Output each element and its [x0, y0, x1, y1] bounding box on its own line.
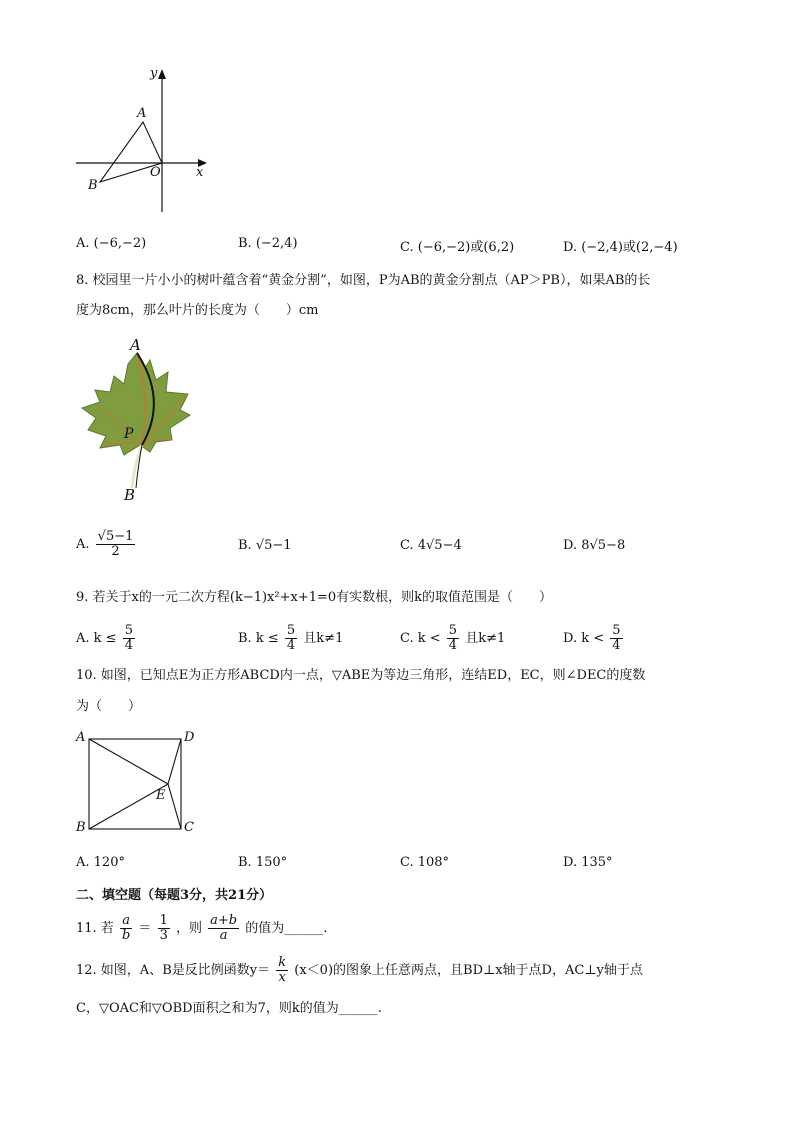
q12-text-line1 — [76, 956, 643, 985]
leaf-label-a: A — [130, 336, 141, 354]
q10-option-c[interactable]: C. 108° — [400, 855, 450, 870]
q9-option-b-denominator: 4 — [286, 638, 296, 653]
q7-option-b[interactable]: B. (−2,4) — [238, 236, 298, 251]
q11-middle: ，则 — [176, 921, 203, 936]
leaf-label-b: B — [124, 486, 136, 504]
q9-option-c-prefix: C. k < — [400, 631, 441, 646]
segment-ed — [168, 739, 181, 784]
q9-option-a-numerator: 5 — [124, 623, 133, 638]
q11-fraction-a-over-b — [120, 914, 132, 943]
q9-option-a-denominator: 4 — [124, 638, 133, 653]
q7-option-d[interactable]: D. (−2,4)或(2,−4) — [563, 240, 678, 255]
q9-option-c-numerator: 5 — [448, 623, 458, 638]
q8-option-b[interactable]: B. √5−1 — [238, 538, 292, 553]
q11-prefix: 11. 若 — [76, 921, 114, 936]
q11-f3-numerator: a+b — [210, 913, 238, 928]
q11-f3-denominator: a — [219, 928, 228, 943]
q9-option-d-denominator: 4 — [612, 638, 621, 653]
segment-ec — [168, 784, 181, 829]
q12-f-denominator: x — [278, 970, 286, 985]
q8-option-c[interactable]: C. 4√5−4 — [400, 538, 462, 553]
q11-f1-denominator: b — [121, 928, 131, 943]
q11-fraction-one-third — [158, 914, 170, 943]
square-label-e: E — [156, 788, 166, 803]
graph-label-a: A — [137, 106, 147, 121]
q8-option-a-label: A. — [76, 537, 90, 552]
q9-option-d-prefix: D. k < — [563, 631, 605, 646]
q10-option-a[interactable]: A. 120° — [76, 855, 125, 870]
graph-label-x: x — [196, 165, 204, 180]
q9-option-b-prefix: B. k ≤ — [238, 631, 279, 646]
q9-option-b-suffix: 且k≠1 — [303, 631, 344, 646]
q11-f2-numerator: 1 — [159, 913, 168, 928]
square-label-d: D — [184, 730, 195, 745]
square-label-a: A — [76, 730, 86, 745]
square-label-b: B — [76, 820, 86, 835]
q12-f-numerator: k — [278, 955, 287, 970]
q10-option-d[interactable]: D. 135° — [563, 855, 613, 870]
q8-text-line1: 8. 校园里一片小小的树叶蕴含着“黄金分割”，如图，P为AB的黄金分割点（AP＞PB），如果AB的长 — [76, 273, 651, 288]
q11-text — [76, 914, 327, 943]
q9-option-c-denominator: 4 — [448, 638, 458, 653]
q10-text-line1: 10. 如图，已知点E为正方形ABCD内一点，▽ABE为等边三角形，连结ED，EC，则∠DEC的度数 — [76, 668, 646, 683]
q10-text-line2: 为（ ） — [76, 699, 142, 714]
graph-label-o: O — [150, 165, 161, 180]
q12-text-line2: C，▽OAC和▽OBD面积之和为7，则k的值为______. — [76, 1001, 382, 1016]
graph-label-b: B — [88, 178, 98, 193]
segment-ae — [89, 739, 168, 784]
q11-suffix: 的值为______. — [245, 921, 328, 936]
q7-option-a[interactable]: A. (−6,−2) — [76, 236, 147, 251]
q8-text-line2: 度为8cm，那么叶片的长度为（ ）cm — [76, 303, 319, 318]
q7-option-c[interactable]: C. (−6,−2)或(6,2) — [400, 240, 515, 255]
q9-option-c-suffix: 且k≠1 — [465, 631, 506, 646]
section-2-title: 二、填空题（每题3分，共21分） — [76, 888, 273, 903]
square-label-c: C — [184, 820, 194, 835]
q11-equals: ＝ — [138, 921, 152, 936]
leaf-label-p: P — [124, 426, 134, 442]
q8-option-d[interactable]: D. 8√5−8 — [563, 538, 626, 553]
q11-fraction-aplusb-over-a — [208, 914, 239, 943]
q11-f1-numerator: a — [120, 914, 132, 929]
q10-option-b[interactable]: B. 150° — [238, 855, 288, 870]
q12-suffix: (x＜0)的图象上任意两点，且BD⊥x轴于点D，AC⊥y轴于点 — [294, 963, 643, 978]
q12-fraction-k-over-x — [276, 956, 288, 985]
q8-option-a-denominator: 2 — [111, 544, 120, 559]
q9-text: 9. 若关于x的一元二次方程(k−1)x²+x+1=0有实数根，则k的取值范围是（ ） — [76, 590, 553, 605]
q9-option-b-numerator: 5 — [286, 623, 296, 638]
q9-option-d-numerator: 5 — [612, 623, 621, 638]
q11-f2-denominator: 3 — [159, 928, 168, 943]
q12-prefix: 12. 如图，A、B是反比例函数y＝ — [76, 963, 271, 978]
graph-label-y: y — [150, 66, 158, 81]
q8-option-a-numerator: √5−1 — [97, 529, 134, 544]
q9-option-a-prefix: A. k ≤ — [76, 631, 117, 646]
